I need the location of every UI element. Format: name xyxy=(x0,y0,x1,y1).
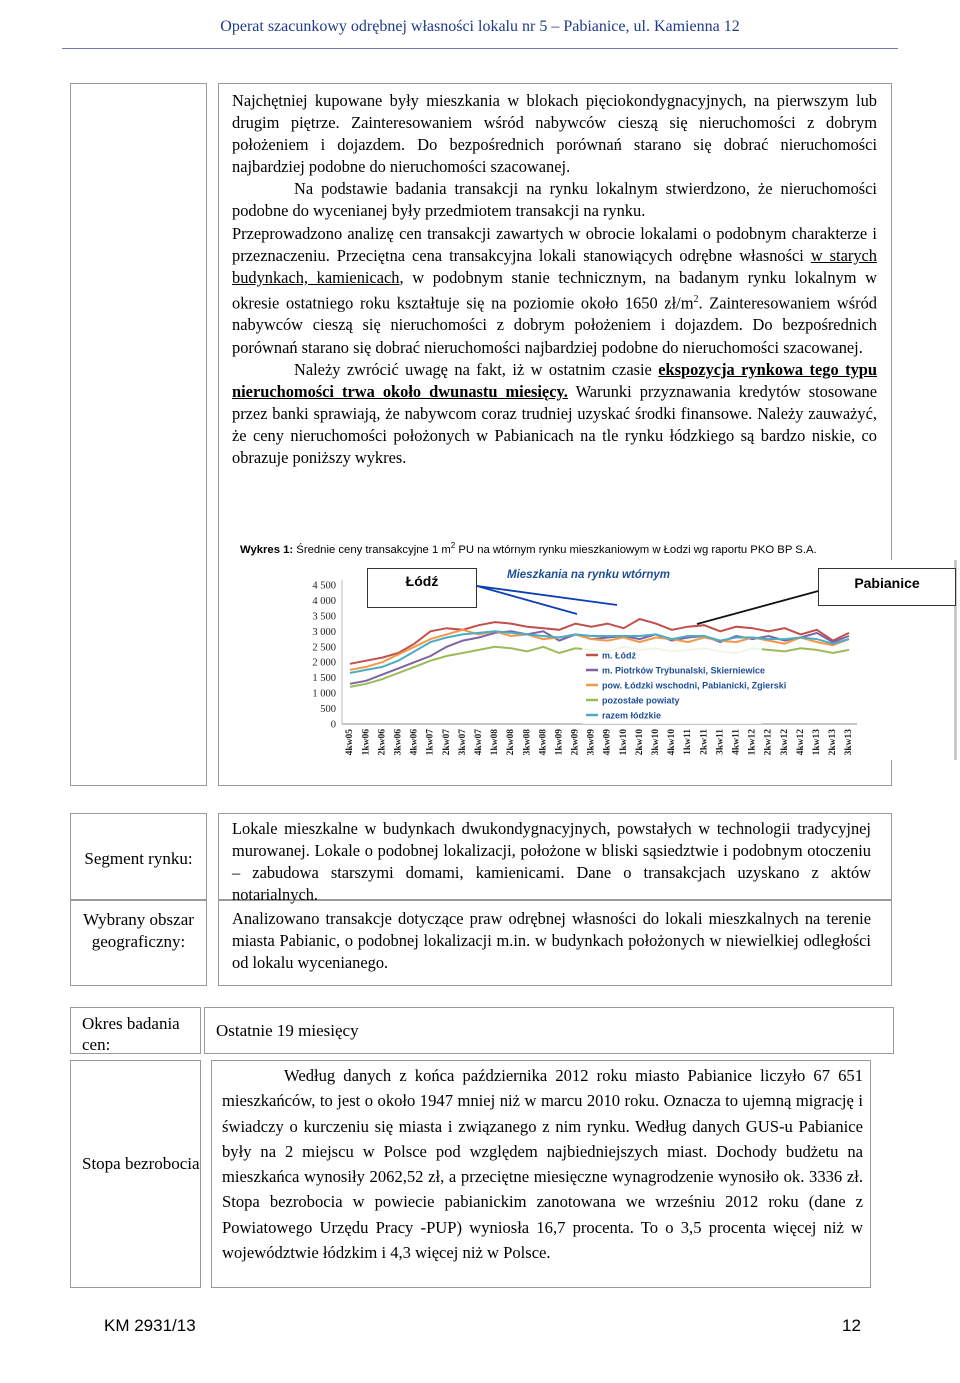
x-tick-label: 3kw08 xyxy=(522,729,533,756)
y-tick-label: 2 500 xyxy=(312,642,336,654)
unemployment-text: Według danych z końca października 2012 roku miasto Pabianice liczyło 67 651 mieszkańców, to jest o około 1947 mniej niż w marcu 2010 roku. Oznacza to ujemną migrację i świadczy o kurczeniu się miasta i związanego z nim rynku. Według danych GUS-u Pabianice były na 2 miejscu w Polsce pod względem najbiedniejszych miast. Dochody budżetu na mieszkańca wynosiły 2062,52 zł, a przeciętne miesięczne wynagrodzenie wynosiło ok. 3336 zł. Stopa bezrobocia w powiecie pabianickim zanotowana we wrześniu 2012 roku (dane z Powiatowego Urzędu Pracy -PUP) wyniosła 16,7 procenta. To o 3,5 procenta więcej niż w województwie łódzkim i 4,3 więcej niż w Polsce. xyxy=(222,1066,863,1263)
segment-label: Segment rynku: xyxy=(84,849,193,868)
x-tick-label: 4kw06 xyxy=(409,729,420,756)
x-tick-label: 3kw07 xyxy=(457,729,468,756)
x-tick-label: 2kw10 xyxy=(634,729,645,756)
y-tick-label: 1 500 xyxy=(312,673,336,685)
footer-page-number: 12 xyxy=(842,1316,861,1335)
area-label-cell xyxy=(70,900,207,986)
x-tick-label: 4kw05 xyxy=(345,729,356,756)
area-text: Analizowano transakcje dotyczące praw odrębnej własności do lokali mieszkalnych na terenie miasta Pabianic, o podobnej lokalizacji m.in. w budynkach położonych w niewielkiej odległości od lokalu wycenianego. xyxy=(232,909,871,973)
period-label: Okres badania cen: xyxy=(82,1014,180,1054)
x-tick-label: 1kw12 xyxy=(747,729,758,756)
x-tick-label: 3kw11 xyxy=(715,729,726,755)
y-tick-label: 4 500 xyxy=(312,580,336,592)
period-label-cell xyxy=(70,1007,201,1054)
page-header: Operat szacunkowy odrębnej własności lokalu nr 5 – Pabianice, ul. Kamienna 12 xyxy=(220,18,740,35)
x-tick-label: 1kw13 xyxy=(811,729,822,756)
x-tick-label: 2kw12 xyxy=(763,729,774,756)
area-text-cell xyxy=(218,900,892,986)
chart-title: Mieszkania na rynku wtórnym xyxy=(507,569,670,581)
figure-caption: Wykres 1: Średnie ceny transakcyjne 1 $m^2$ PU na wtórnym rynku mieszkaniowym w Łodzi wg raportu PKO BP S.A. xyxy=(240,541,817,556)
footer-reference: KM 2931/13 xyxy=(104,1316,196,1335)
x-tick-label: 1kw10 xyxy=(618,729,629,756)
x-tick-label: 1kw08 xyxy=(490,729,501,756)
x-tick-label: 1kw06 xyxy=(361,729,372,756)
unemployment-label-cell xyxy=(70,1060,201,1288)
area-label: Wybrany obszar geograficzny: xyxy=(83,910,194,951)
legend-label: pow. Łódzki wschodni, Pabianicki, Zgierski xyxy=(602,680,787,691)
x-tick-label: 3kw12 xyxy=(779,729,790,756)
analysis-paragraph-2: Na podstawie badania transakcji na rynku lokalnym stwierdzono, że nieruchomości podobne do wycenianej były przedmiotem transakcji na rynku. xyxy=(232,179,877,221)
x-tick-label: 2kw13 xyxy=(828,729,839,756)
x-tick-label: 1kw11 xyxy=(683,729,694,755)
segment-text-cell xyxy=(218,813,892,905)
y-tick-label: 4 000 xyxy=(312,595,336,607)
x-tick-label: 4kw10 xyxy=(667,729,678,756)
segment-text: Lokale mieszkalne w budynkach dwukondygnacyjnych, powstałych w technologii tradycyjnej murowanej. Lokale o podobnej lokalizacji, położone w bliski sąsiedztwie i podobnym otoczeniu – zabudowa starszymi domami, kamienicami. Dane o transakcjach uzyskano z aktów notarialnych. xyxy=(232,819,871,905)
unemployment-label: Stopa bezrobocia xyxy=(82,1154,200,1173)
callout-pabianice: Pabianice xyxy=(818,568,956,606)
y-tick-label: 500 xyxy=(320,704,336,716)
period-text-cell xyxy=(204,1007,894,1054)
x-tick-label: 1kw09 xyxy=(554,729,565,756)
x-tick-label: 3kw06 xyxy=(393,729,404,756)
x-tick-label: 4kw11 xyxy=(731,729,742,755)
analysis-label-cell xyxy=(70,83,207,786)
callout-lodz: Łódź xyxy=(367,568,477,608)
analysis-paragraph-1: Najchętniej kupowane były mieszkania w blokach pięciokondygnacyjnych, na pierwszym lub drugim piętrze. Zainteresowaniem wśród nabywców cieszą się nieruchomości z dobrym położeniem i dojazdem. Do bezpośrednich porównań starano się dobrać nieruchomości najbardziej podobne do nieruchomości szacowanej. xyxy=(232,91,877,177)
analysis-paragraph-3: Przeprowadzono analizę cen transakcji zawartych w obrocie lokalami o podobnym charakterze i przeznaczeniu. Przeciętna cena transakcyjna lokali stanowiących odrębne własności w starych budynkach, kamienicach, w podobnym stanie technicznym, na badanym rynku lokalnym w okresie ostatniego roku kształtuje się na poziomie około 1650 $zł/m^2$. Zainteresowaniem wśród nabywców cieszą się nieruchomości z dobrym położeniem i dojazdem. Do bezpośrednich porównań starano się dobrać nieruchomości najbardziej podobne do nieruchomości szacowanej. xyxy=(232,223,877,357)
segment-label-cell xyxy=(70,813,207,900)
legend-label: m. Łódź xyxy=(602,650,636,661)
y-tick-label: 3 500 xyxy=(312,611,336,623)
x-tick-label: 4kw08 xyxy=(538,729,549,756)
x-tick-label: 2kw06 xyxy=(377,729,388,756)
x-tick-label: 3kw09 xyxy=(586,729,597,756)
legend-label: pozostałe powiaty xyxy=(602,695,680,706)
analysis-paragraph-4: Należy zwrócić uwagę na fakt, iż w ostatnim czasie ekspozycja rynkowa tego typu nieruchomości trwa około dwunastu miesięcy. Warunki przyznawania kredytów stosowane przez banki sprawiają, że nabywcom coraz trudniej uzyskać środki finansowe. Należy zauważyć, że ceny nieruchomości położonych w Pabianicach na tle rynku łódzkiego są bardzo niskie, co obrazuje poniższy wykres. xyxy=(232,359,877,467)
legend-label: m. Piotrków Trybunalski, Skierniewice xyxy=(602,665,766,676)
y-tick-label: 3 000 xyxy=(312,626,336,638)
y-tick-label: 1 000 xyxy=(312,688,336,700)
header-divider xyxy=(62,48,898,49)
x-tick-label: 2kw11 xyxy=(699,729,710,755)
x-tick-label: 3kw13 xyxy=(844,729,855,756)
period-text: Ostatnie 19 miesięcy xyxy=(216,1021,359,1040)
x-tick-label: 2kw07 xyxy=(441,729,452,756)
x-tick-label: 2kw09 xyxy=(570,729,581,756)
unemployment-text-cell xyxy=(211,1060,871,1288)
x-tick-label: 4kw09 xyxy=(602,729,613,756)
x-tick-label: 2kw08 xyxy=(506,729,517,756)
x-tick-label: 4kw12 xyxy=(795,729,806,756)
x-tick-label: 4kw07 xyxy=(473,729,484,756)
y-tick-label: 0 xyxy=(330,719,336,731)
price-chart xyxy=(277,560,957,760)
y-tick-label: 2 000 xyxy=(312,657,336,669)
x-tick-label: 1kw07 xyxy=(425,729,436,756)
legend-label: razem łódzkie xyxy=(602,710,662,721)
x-tick-label: 3kw10 xyxy=(651,729,662,756)
